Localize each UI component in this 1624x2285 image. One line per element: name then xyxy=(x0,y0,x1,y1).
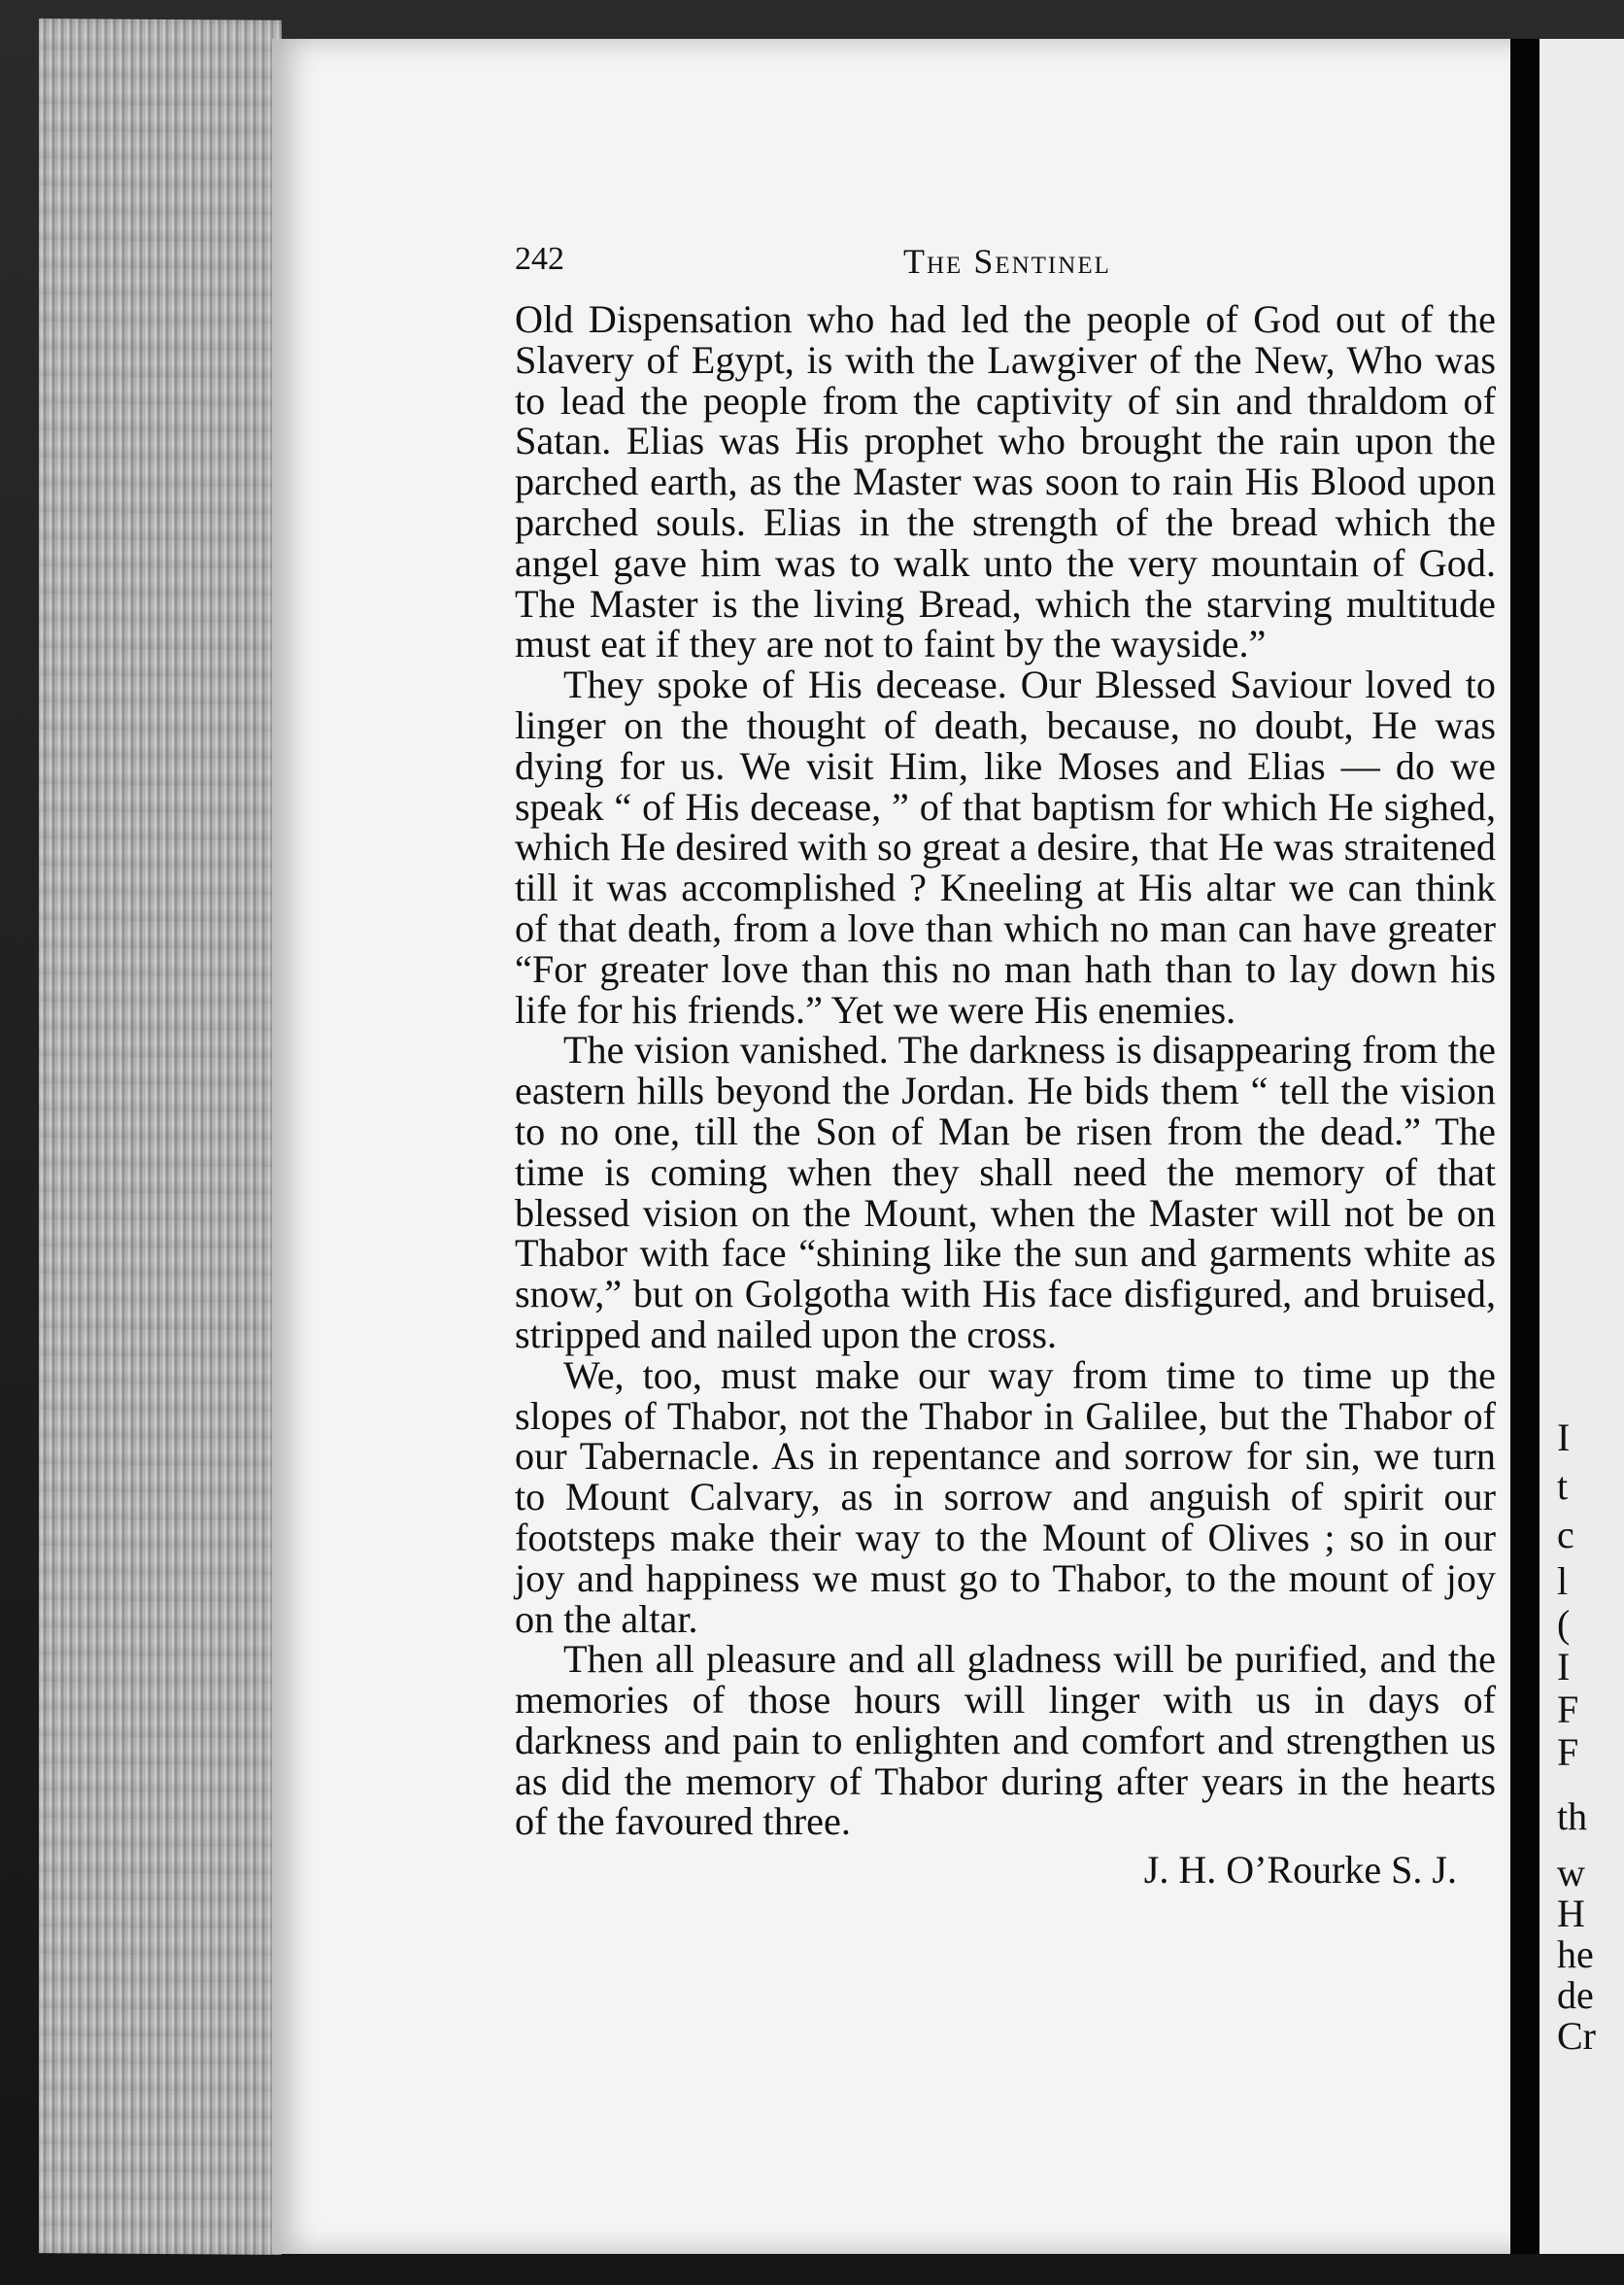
running-head: The Sentinel xyxy=(903,242,1111,281)
paragraph: The vision vanished. The darkness is disappearing from the eastern hills beyond the Jordan. He bids them “ tell the vision to no one, till the Son of Man be risen from the dead.” The time is coming when they shall need the memory of that blessed vision on the Mount, when the Master will not be on Thabor with face “shining like the sun and garments white as snow,” but on Golgotha with His face disfigured, and bruised, stripped and nailed upon the cross. xyxy=(515,1028,1496,1356)
facing-page-fragment: c xyxy=(1557,1513,1574,1556)
facing-page-fragment: l xyxy=(1557,1559,1569,1603)
facing-page-fragment: he xyxy=(1557,1932,1594,1976)
facing-page-fragment: H xyxy=(1557,1892,1585,1935)
book-gutter xyxy=(1510,39,1539,2254)
paragraph: They spoke of His decease. Our Blessed Saviour loved to linger on the thought of death, because, no doubt, He was dying for us. We visit Him, like Moses and Elias — do we speak “ of His decease, ” of that baptism for which He sighed, which He desired with so great a desire, that He was straitened till it was accomplished ? Kneeling at His altar we can think of that death, from a love than which no man can have greater “For greater love than this no man hath than to lay down his life for his friends.” Yet we were His enemies. xyxy=(515,663,1496,1032)
stacked-page-edges xyxy=(39,18,282,2255)
page-text-block xyxy=(515,241,1496,1893)
facing-page-fragment: w xyxy=(1557,1851,1585,1894)
page-body xyxy=(515,299,1496,1842)
facing-page-fragment: ( xyxy=(1557,1602,1571,1646)
paragraph: Then all pleasure and all gladness will be purified, and the memories of those hours will linger with us in days of darkness and pain to enlighten and comfort and strengthen us as did the memory of Thabor during after years in the hearts of the favoured three. xyxy=(515,1637,1496,1844)
facing-page-fragment: th xyxy=(1557,1794,1588,1838)
facing-page-strip xyxy=(1539,39,1624,2254)
page-number: 242 xyxy=(515,241,564,277)
facing-page-fragment: de xyxy=(1557,1973,1594,2017)
facing-page-fragment: F xyxy=(1557,1730,1579,1774)
facing-page-fragment: I xyxy=(1557,1415,1571,1459)
facing-page-fragment: I xyxy=(1557,1645,1571,1688)
page-header xyxy=(515,241,1496,299)
facing-page-fragment: F xyxy=(1557,1688,1579,1731)
facing-page-fragment: t xyxy=(1557,1464,1569,1508)
paragraph: We, too, must make our way from time to time up the slopes of Thabor, not the Thabor in Galilee, but the Thabor of our Tabernacle. As in repentance and sorrow for sin, we turn to Mount Calvary, as in sorrow and anguish of spirit our footsteps make their way to the Mount of Olives ; so in our joy and happiness we must go to Thabor, to the mount of joy on the altar. xyxy=(515,1352,1496,1641)
author-signature: J. H. O’Rourke S. J. xyxy=(1143,1848,1457,1893)
paragraph: Old Dispensation who had led the people of God out of the Slavery of Egypt, is with the Lawgiver of the New, Who was to lead the people from the captivity of sin and thraldom of Satan. Elias was His prophet who brought the rain upon the parched earth, as the Master was soon to rain His Blood upon parched souls. Elias in the strength of the bread which the angel gave him was to walk unto the very mountain of God. The Master is the living Bread, which the starving multitude must eat if they are not to faint by the wayside.” xyxy=(515,297,1496,666)
facing-page-fragment: Cr xyxy=(1557,2014,1596,2058)
